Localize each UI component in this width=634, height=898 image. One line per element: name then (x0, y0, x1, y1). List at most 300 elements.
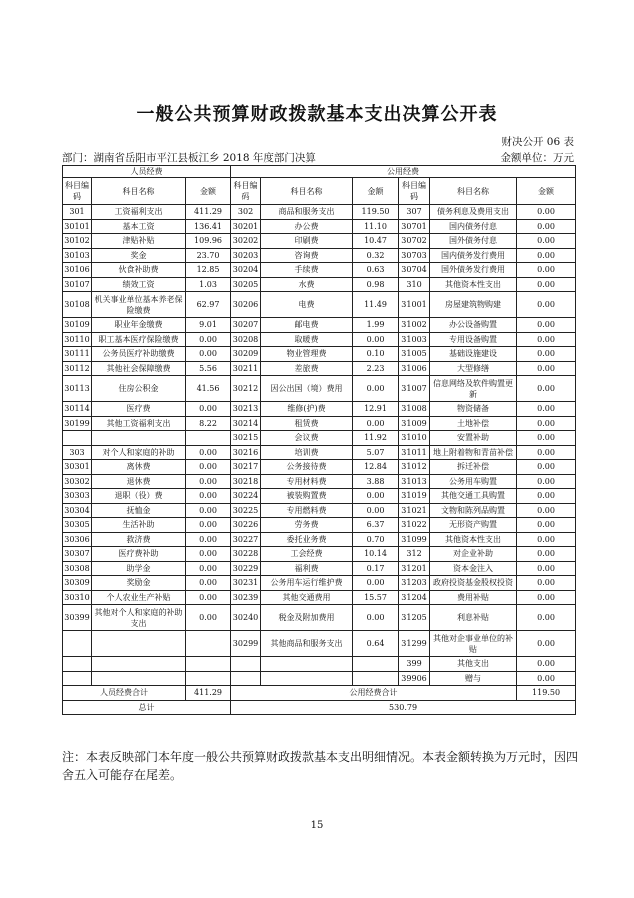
cell-name: 委托业务费 (261, 532, 353, 547)
cell-name: 债务利息及费用支出 (430, 205, 517, 220)
cell-amount: 0.00 (517, 248, 576, 263)
table-row (63, 292, 576, 318)
cell-name: 福利费 (261, 561, 353, 576)
cell-amount: 11.10 (353, 219, 399, 234)
cell-name: 专用燃料费 (261, 503, 353, 518)
cell-amount: 0.00 (186, 576, 231, 591)
cell-name: 津贴补贴 (92, 234, 186, 249)
cell-name: 其他交通工具购置 (430, 489, 517, 504)
cell-code: 30399 (63, 605, 92, 631)
cell-name: 其他支出 (430, 657, 517, 672)
cell-amount: 1.99 (353, 318, 399, 333)
table-row (63, 431, 576, 446)
cell-name: 专用设备购置 (430, 332, 517, 347)
cell-name: 生活补助 (92, 518, 186, 533)
personnel-total-value: 411.29 (186, 686, 231, 701)
cell-amount: 0.00 (186, 347, 231, 362)
cell-code: 30308 (63, 561, 92, 576)
cell-code: 31203 (399, 576, 430, 591)
cell-name: 退休费 (92, 474, 186, 489)
cell-amount: 6.37 (353, 518, 399, 533)
col-header-amount: 金额 (353, 178, 399, 205)
cell-amount: 0.00 (517, 605, 576, 631)
cell-name: 无形资产购置 (430, 518, 517, 533)
cell-name: 邮电费 (261, 318, 353, 333)
cell-name: 机关事业单位基本养老保险缴费 (92, 292, 186, 318)
cell-name: 助学金 (92, 561, 186, 576)
table-row (63, 205, 576, 220)
cell-amount: 0.00 (517, 445, 576, 460)
cell-amount: 0.00 (517, 657, 576, 672)
table-row (63, 277, 576, 292)
cell-amount: 12.84 (353, 460, 399, 475)
cell-amount: 0.98 (353, 277, 399, 292)
subtotal-row (63, 686, 576, 701)
cell-code: 30305 (63, 518, 92, 533)
cell-name: 其他工资福利支出 (92, 416, 186, 431)
cell-amount: 0.00 (353, 416, 399, 431)
cell-code: 30114 (63, 402, 92, 417)
table-row (63, 263, 576, 278)
cell-name: 奖金 (92, 248, 186, 263)
cell-amount: 109.96 (186, 234, 231, 249)
cell-name: 对个人和家庭的补助 (92, 445, 186, 460)
cell-name: 国外债务发行费用 (430, 263, 517, 278)
table-row (63, 576, 576, 591)
cell-code: 30239 (231, 590, 261, 605)
cell-name: 公务用车购置 (430, 474, 517, 489)
cell-amount: 0.17 (353, 561, 399, 576)
cell-name: 工会经费 (261, 547, 353, 562)
cell-code: 30216 (231, 445, 261, 460)
cell-name: 水费 (261, 277, 353, 292)
cell-name: 职业年金缴费 (92, 318, 186, 333)
cell-name: 国外债务付息 (430, 234, 517, 249)
table-row (63, 532, 576, 547)
expenditure-table (62, 165, 576, 715)
cell-amount: 0.00 (186, 605, 231, 631)
cell-code: 39906 (399, 671, 430, 686)
cell-name: 退职（役）费 (92, 489, 186, 504)
cell-name: 基础设施建设 (430, 347, 517, 362)
cell-name: 绩效工资 (92, 277, 186, 292)
cell-name: 其他对企事业单位的补贴 (430, 631, 517, 657)
cell-name: 办公设备购置 (430, 318, 517, 333)
cell-amount: 0.00 (517, 576, 576, 591)
cell-amount: 0.70 (353, 532, 399, 547)
cell-code: 30109 (63, 318, 92, 333)
cell-code: 30206 (231, 292, 261, 318)
cell-code (63, 631, 92, 657)
cell-code: 30102 (63, 234, 92, 249)
cell-name: 公务员医疗补助缴费 (92, 347, 186, 362)
cell-name: 公务用车运行维护费 (261, 576, 353, 591)
cell-code: 30231 (231, 576, 261, 591)
cell-code: 399 (399, 657, 430, 672)
cell-code (63, 657, 92, 672)
cell-name: 费用补贴 (430, 590, 517, 605)
cell-name: 文物和陈列品购置 (430, 503, 517, 518)
cell-amount: 0.00 (517, 277, 576, 292)
cell-name: 咨询费 (261, 248, 353, 263)
cell-amount: 0.00 (517, 561, 576, 576)
cell-code: 31205 (399, 605, 430, 631)
cell-amount: 1.03 (186, 277, 231, 292)
table-row (63, 503, 576, 518)
cell-code: 30199 (63, 416, 92, 431)
cell-amount: 0.00 (186, 590, 231, 605)
page-title: 一般公共预算财政拨款基本支出决算公开表 (136, 104, 498, 125)
cell-code: 30304 (63, 503, 92, 518)
cell-code: 31201 (399, 561, 430, 576)
table-row (63, 248, 576, 263)
cell-name: 被装购置费 (261, 489, 353, 504)
cell-code: 30113 (63, 376, 92, 402)
cell-code: 30224 (231, 489, 261, 504)
cell-amount: 0.64 (353, 631, 399, 657)
cell-name: 物资储备 (430, 402, 517, 417)
department-label: 部门：湖南省岳阳市平江县板江乡 2018 年度部门决算 (62, 152, 316, 164)
cell-amount: 0.00 (517, 292, 576, 318)
cell-code: 31099 (399, 532, 430, 547)
cell-amount: 0.00 (186, 460, 231, 475)
cell-amount: 0.00 (517, 431, 576, 446)
public-total-value: 119.50 (517, 686, 576, 701)
cell-amount: 0.00 (517, 416, 576, 431)
cell-code: 31022 (399, 518, 430, 533)
cell-name: 离休费 (92, 460, 186, 475)
cell-name: 奖励金 (92, 576, 186, 591)
cell-amount: 0.00 (186, 489, 231, 504)
cell-code: 30303 (63, 489, 92, 504)
cell-amount: 0.00 (517, 671, 576, 686)
cell-amount: 11.92 (353, 431, 399, 446)
cell-amount: 119.50 (353, 205, 399, 220)
table-row (63, 489, 576, 504)
cell-name: 国内债务发行费用 (430, 248, 517, 263)
cell-amount: 10.14 (353, 547, 399, 562)
cell-code: 30226 (231, 518, 261, 533)
footnote: 注：本表反映部门本年度一般公共预算财政拨款基本支出明细情况。本表金额转换为万元时，因四舍五入可能存在尾差。 (62, 750, 579, 782)
form-number: 财决公开 06 表 (501, 136, 574, 148)
cell-name: 差旅费 (261, 361, 353, 376)
cell-code: 302 (231, 205, 261, 220)
cell-code: 30202 (231, 234, 261, 249)
cell-name: 税金及附加费用 (261, 605, 353, 631)
cell-code: 30225 (231, 503, 261, 518)
cell-amount: 0.00 (517, 460, 576, 475)
cell-amount (186, 671, 231, 686)
group-header-public: 公用经费 (231, 166, 576, 178)
cell-amount: 0.00 (517, 532, 576, 547)
cell-amount: 0.00 (517, 590, 576, 605)
cell-name: 房屋建筑物购建 (430, 292, 517, 318)
cell-amount: 10.47 (353, 234, 399, 249)
grand-total-label: 总计 (63, 700, 231, 715)
cell-code: 30701 (399, 219, 430, 234)
cell-code: 312 (399, 547, 430, 562)
cell-code: 31002 (399, 318, 430, 333)
cell-amount: 0.00 (186, 332, 231, 347)
col-header-code: 科目编码 (231, 178, 261, 205)
cell-code: 30213 (231, 402, 261, 417)
table-row (63, 416, 576, 431)
cell-code: 31010 (399, 431, 430, 446)
cell-code: 30309 (63, 576, 92, 591)
cell-name (261, 671, 353, 686)
cell-code: 30240 (231, 605, 261, 631)
cell-name: 抚恤金 (92, 503, 186, 518)
cell-amount: 0.00 (517, 332, 576, 347)
table-row (63, 474, 576, 489)
cell-code: 30306 (63, 532, 92, 547)
cell-amount: 0.00 (186, 532, 231, 547)
cell-code: 30301 (63, 460, 92, 475)
cell-code: 30229 (231, 561, 261, 576)
cell-code: 301 (63, 205, 92, 220)
cell-code: 30203 (231, 248, 261, 263)
cell-amount: 0.00 (353, 489, 399, 504)
cell-code: 30208 (231, 332, 261, 347)
cell-name: 其他商品和服务支出 (261, 631, 353, 657)
cell-amount: 0.00 (353, 332, 399, 347)
cell-amount: 0.00 (517, 318, 576, 333)
cell-code (63, 431, 92, 446)
cell-amount: 23.70 (186, 248, 231, 263)
cell-code: 30209 (231, 347, 261, 362)
cell-name: 医疗费 (92, 402, 186, 417)
cell-code: 30228 (231, 547, 261, 562)
cell-name: 电费 (261, 292, 353, 318)
cell-amount: 0.00 (517, 347, 576, 362)
cell-amount: 0.00 (353, 376, 399, 402)
cell-name: 基本工资 (92, 219, 186, 234)
cell-name: 劳务费 (261, 518, 353, 533)
table-row (63, 332, 576, 347)
cell-code: 30217 (231, 460, 261, 475)
cell-code: 310 (399, 277, 430, 292)
cell-amount: 12.91 (353, 402, 399, 417)
cell-code: 30205 (231, 277, 261, 292)
cell-code: 30112 (63, 361, 92, 376)
cell-name: 土地补偿 (430, 416, 517, 431)
unit-label: 金额单位：万元 (500, 152, 574, 164)
cell-code (231, 657, 261, 672)
cell-code: 30111 (63, 347, 92, 362)
cell-code: 31007 (399, 376, 430, 402)
cell-amount: 0.00 (517, 402, 576, 417)
cell-name: 住房公积金 (92, 376, 186, 402)
cell-name: 医疗费补助 (92, 547, 186, 562)
table-row (63, 561, 576, 576)
cell-code: 31021 (399, 503, 430, 518)
cell-name: 商品和服务支出 (261, 205, 353, 220)
cell-name: 信息网络及软件购置更新 (430, 376, 517, 402)
cell-amount: 15.57 (353, 590, 399, 605)
cell-code: 30214 (231, 416, 261, 431)
cell-amount: 2.23 (353, 361, 399, 376)
cell-code: 30310 (63, 590, 92, 605)
cell-code: 31299 (399, 631, 430, 657)
cell-code: 307 (399, 205, 430, 220)
cell-name: 安置补助 (430, 431, 517, 446)
col-header-code: 科目编码 (63, 178, 92, 205)
cell-name: 专用材料费 (261, 474, 353, 489)
table-row (63, 219, 576, 234)
cell-amount: 0.00 (517, 518, 576, 533)
cell-amount: 0.00 (517, 489, 576, 504)
cell-name: 会议费 (261, 431, 353, 446)
cell-amount: 0.00 (186, 402, 231, 417)
cell-code: 30302 (63, 474, 92, 489)
cell-amount: 0.00 (517, 503, 576, 518)
cell-code: 30299 (231, 631, 261, 657)
cell-code: 30207 (231, 318, 261, 333)
cell-code: 31009 (399, 416, 430, 431)
cell-amount: 411.29 (186, 205, 231, 220)
cell-amount: 136.41 (186, 219, 231, 234)
cell-amount: 0.00 (186, 547, 231, 562)
col-header-name: 科目名称 (261, 178, 353, 205)
cell-name: 政府投资基金股权投资 (430, 576, 517, 591)
cell-code: 30703 (399, 248, 430, 263)
cell-name: 印刷费 (261, 234, 353, 249)
cell-name: 公务接待费 (261, 460, 353, 475)
cell-code: 31006 (399, 361, 430, 376)
cell-amount: 0.00 (517, 205, 576, 220)
cell-amount: 0.32 (353, 248, 399, 263)
cell-code: 30108 (63, 292, 92, 318)
cell-code: 30702 (399, 234, 430, 249)
grand-total-row (63, 700, 576, 715)
cell-name: 物业管理费 (261, 347, 353, 362)
cell-amount: 41.56 (186, 376, 231, 402)
cell-amount (353, 671, 399, 686)
cell-code: 30110 (63, 332, 92, 347)
cell-name (92, 631, 186, 657)
col-header-name: 科目名称 (92, 178, 186, 205)
cell-amount: 0.00 (186, 561, 231, 576)
table-row (63, 234, 576, 249)
cell-name: 手续费 (261, 263, 353, 278)
table-row (63, 460, 576, 475)
cell-code: 30211 (231, 361, 261, 376)
cell-amount: 0.00 (517, 219, 576, 234)
cell-code: 30218 (231, 474, 261, 489)
cell-code: 30204 (231, 263, 261, 278)
cell-code: 31204 (399, 590, 430, 605)
table-row (63, 402, 576, 417)
col-header-code: 科目编码 (399, 178, 430, 205)
cell-name: 职工基本医疗保险缴费 (92, 332, 186, 347)
cell-name: 地上附着物和青苗补偿 (430, 445, 517, 460)
cell-amount: 5.07 (353, 445, 399, 460)
cell-code: 31011 (399, 445, 430, 460)
cell-code: 30103 (63, 248, 92, 263)
col-header-amount: 金额 (186, 178, 231, 205)
table-row (63, 376, 576, 402)
cell-amount: 0.00 (517, 234, 576, 249)
cell-name: 国内债务付息 (430, 219, 517, 234)
cell-amount (186, 657, 231, 672)
cell-name: 取暖费 (261, 332, 353, 347)
cell-code: 31013 (399, 474, 430, 489)
cell-amount: 0.00 (517, 361, 576, 376)
cell-amount: 8.22 (186, 416, 231, 431)
cell-amount: 0.00 (517, 547, 576, 562)
cell-name: 其他资本性支出 (430, 277, 517, 292)
cell-name: 对企业补助 (430, 547, 517, 562)
public-total-label: 公用经费合计 (231, 686, 517, 701)
cell-name: 利息补贴 (430, 605, 517, 631)
cell-code: 30212 (231, 376, 261, 402)
cell-code: 30106 (63, 263, 92, 278)
table-row (63, 605, 576, 631)
cell-name: 租赁费 (261, 416, 353, 431)
cell-amount: 0.00 (353, 605, 399, 631)
cell-code: 30215 (231, 431, 261, 446)
group-header-personnel: 人员经费 (63, 166, 231, 178)
cell-amount: 0.00 (517, 474, 576, 489)
cell-code: 31008 (399, 402, 430, 417)
cell-name (92, 671, 186, 686)
cell-name: 办公费 (261, 219, 353, 234)
table-row (63, 590, 576, 605)
cell-amount: 62.97 (186, 292, 231, 318)
cell-name: 拆迁补偿 (430, 460, 517, 475)
cell-amount (186, 631, 231, 657)
cell-code: 31001 (399, 292, 430, 318)
cell-name: 伙食补助费 (92, 263, 186, 278)
cell-code: 31003 (399, 332, 430, 347)
cell-name: 因公出国（境）费用 (261, 376, 353, 402)
cell-amount (186, 431, 231, 446)
page-number: 15 (310, 820, 324, 831)
cell-name: 其他资本性支出 (430, 532, 517, 547)
cell-name: 培训费 (261, 445, 353, 460)
cell-amount: 0.00 (517, 631, 576, 657)
cell-name: 工资福利支出 (92, 205, 186, 220)
table-row (63, 631, 576, 657)
cell-name: 救济费 (92, 532, 186, 547)
table-row (63, 657, 576, 672)
table-row (63, 671, 576, 686)
cell-amount: 0.00 (186, 445, 231, 460)
cell-name: 大型修缮 (430, 361, 517, 376)
cell-amount: 0.00 (186, 503, 231, 518)
cell-code: 30704 (399, 263, 430, 278)
cell-amount: 0.00 (353, 576, 399, 591)
table-row (63, 318, 576, 333)
cell-code: 30201 (231, 219, 261, 234)
cell-name (261, 657, 353, 672)
cell-name: 其他对个人和家庭的补助支出 (92, 605, 186, 631)
cell-amount: 0.00 (186, 474, 231, 489)
col-header-name: 科目名称 (430, 178, 517, 205)
table-row (63, 347, 576, 362)
cell-amount: 3.88 (353, 474, 399, 489)
cell-code: 31019 (399, 489, 430, 504)
cell-amount: 0.00 (353, 503, 399, 518)
cell-amount: 9.01 (186, 318, 231, 333)
cell-name (92, 657, 186, 672)
cell-name: 维修(护)费 (261, 402, 353, 417)
cell-code: 303 (63, 445, 92, 460)
cell-name: 资本金注入 (430, 561, 517, 576)
cell-amount: 0.00 (517, 263, 576, 278)
cell-code: 30107 (63, 277, 92, 292)
cell-name (92, 431, 186, 446)
